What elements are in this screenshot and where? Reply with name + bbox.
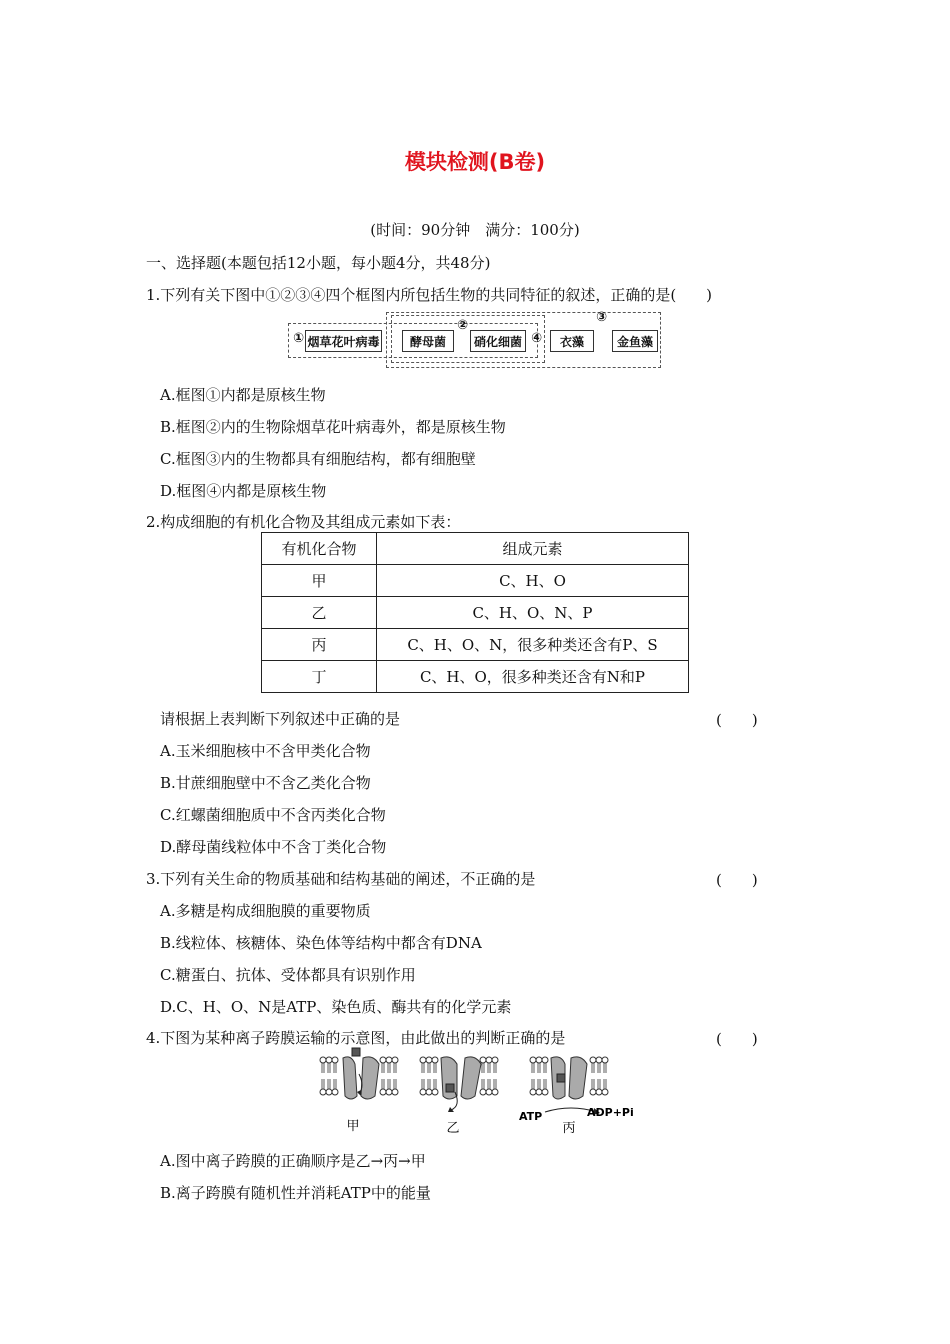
q3-option-b: B.线粒体、核糖体、染色体等结构中都含有DNA <box>160 934 482 952</box>
q3-answer-paren: ( ) <box>716 871 758 889</box>
label-atp: ATP <box>519 1110 543 1123</box>
label-bing: 丙 <box>562 1121 576 1136</box>
q1-option-b: B.框图②内的生物除烟草花叶病毒外，都是原核生物 <box>160 418 506 436</box>
section-heading: 一、选择题(本题包括12小题，每小题4分，共48分) <box>146 254 491 272</box>
q2-option-a: A.玉米细胞核中不含甲类化合物 <box>160 742 371 760</box>
q2-option-b: B.甘蔗细胞壁中不含乙类化合物 <box>160 774 371 792</box>
table-row <box>262 597 689 629</box>
q3-option-a: A.多糖是构成细胞膜的重要物质 <box>160 902 371 920</box>
q2-option-d: D.酵母菌线粒体中不含丁类化合物 <box>160 838 387 856</box>
table-header-row <box>262 533 689 565</box>
question-2-stem: 2.构成细胞的有机化合物及其组成元素如下表： <box>146 513 461 531</box>
exam-info: (时间：90分钟 满分：100分) <box>370 221 580 239</box>
table-cell: 甲 <box>262 565 377 597</box>
table-cell: C、H、O，很多种类还含有N和P <box>377 661 689 693</box>
organism-nitrifying-bacteria: 硝化细菌 <box>470 330 526 352</box>
table-header: 有机化合物 <box>262 533 377 565</box>
table-cell: 丁 <box>262 661 377 693</box>
question-3-stem: 3.下列有关生命的物质基础和结构基础的阐述，不正确的是 <box>146 870 536 888</box>
table-cell: 丙 <box>262 629 377 661</box>
table-header: 组成元素 <box>377 533 689 565</box>
mark-1: ① <box>293 331 305 346</box>
label-yi: 乙 <box>446 1121 460 1136</box>
q4-option-b: B.离子跨膜有随机性并消耗ATP中的能量 <box>160 1184 431 1202</box>
ion-transport-figure <box>315 1046 645 1138</box>
mark-3: ③ <box>596 310 608 325</box>
organism-hornwort: 金鱼藻 <box>612 330 658 352</box>
table-cell: C、H、O、N、P <box>377 597 689 629</box>
organism-yeast: 酵母菌 <box>402 330 454 352</box>
q3-option-c: C.糖蛋白、抗体、受体都具有识别作用 <box>160 966 416 984</box>
organism-tobacco-mosaic-virus: 烟草花叶病毒 <box>305 330 382 352</box>
q1-diagram <box>288 312 663 370</box>
table-row <box>262 661 689 693</box>
mark-2: ② <box>457 318 469 333</box>
q1-option-a: A.框图①内都是原核生物 <box>160 386 326 404</box>
q2-prompt: 请根据上表判断下列叙述中正确的是 <box>160 710 401 728</box>
question-4-stem: 4.下图为某种离子跨膜运输的示意图，由此做出的判断正确的是 <box>146 1029 566 1047</box>
membrane-yi <box>420 1057 498 1112</box>
q3-option-d: D.C、H、O、N是ATP、染色质、酶共有的化学元素 <box>160 998 512 1016</box>
q4-option-a: A.图中离子跨膜的正确顺序是乙→丙→甲 <box>160 1152 426 1170</box>
mark-4: ④ <box>531 331 543 346</box>
label-jia: 甲 <box>346 1119 360 1134</box>
elements-table <box>261 532 689 693</box>
q2-option-c: C.红螺菌细胞质中不含丙类化合物 <box>160 806 386 824</box>
membrane-jia <box>320 1048 398 1099</box>
page-title: 模块检测(B卷) <box>404 150 546 174</box>
q2-answer-paren: ( ) <box>716 711 758 729</box>
q1-option-c: C.框图③内的生物都具有细胞结构，都有细胞壁 <box>160 450 476 468</box>
table-cell: C、H、O、N，很多种类还含有P、S <box>377 629 689 661</box>
table-cell: 乙 <box>262 597 377 629</box>
organism-chlamydomonas: 衣藻 <box>550 330 594 352</box>
q4-answer-paren: ( ) <box>716 1030 758 1048</box>
question-1-stem: 1.下列有关下图中①②③④四个框图内所包括生物的共同特征的叙述，正确的是( ) <box>146 286 713 304</box>
table-row <box>262 629 689 661</box>
table-cell: C、H、O <box>377 565 689 597</box>
label-adp: ADP+Pi <box>587 1106 634 1119</box>
table-row <box>262 565 689 597</box>
q1-option-d: D.框图④内都是原核生物 <box>160 482 327 500</box>
